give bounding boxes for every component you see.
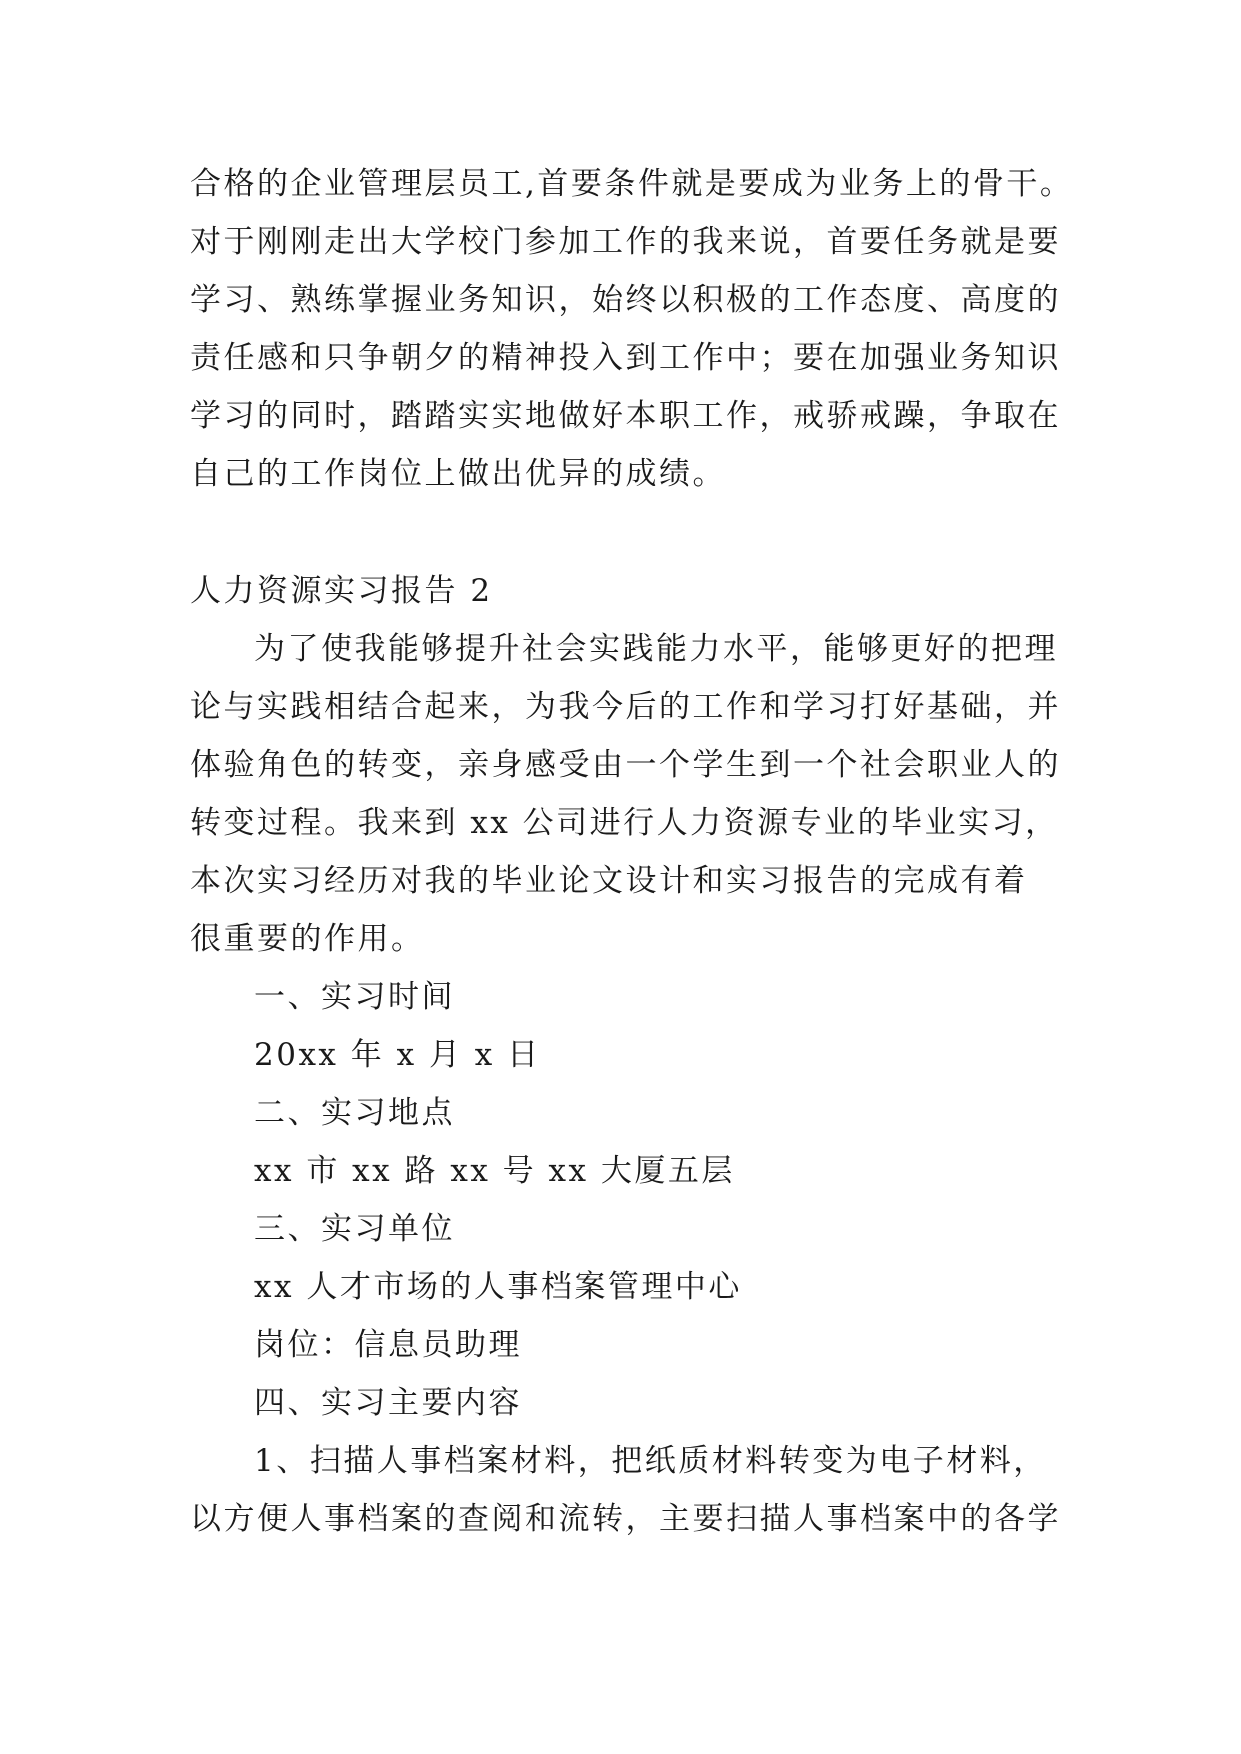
intro-line: 转变过程。我来到 xx 公司进行人力资源专业的毕业实习， — [190, 805, 1059, 841]
content-line: 以方便人事档案的查阅和流转，主要扫描人事档案中的各学 — [190, 1501, 1061, 1537]
paragraph-continuation — [190, 155, 1090, 503]
heading-internship-content: 四、实习主要内容 — [254, 1385, 522, 1421]
text-line: 自己的工作岗位上做出优异的成绩。 — [190, 456, 726, 492]
internship-position-value: 岗位：信息员助理 — [254, 1327, 522, 1363]
text-line: 责任感和只争朝夕的精神投入到工作中；要在加强业务知识 — [190, 340, 1061, 376]
intro-line: 论与实践相结合起来，为我今后的工作和学习打好基础，并 — [190, 689, 1061, 725]
text-line: 学习的同时，踏踏实实地做好本职工作，戒骄戒躁，争取在 — [190, 398, 1061, 434]
intro-line: 体验角色的转变，亲身感受由一个学生到一个社会职业人的 — [190, 747, 1061, 783]
intro-line: 本次实习经历对我的毕业论文设计和实习报告的完成有着 — [190, 863, 1028, 899]
intro-line: 为了使我能够提升社会实践能力水平，能够更好的把理 — [254, 631, 1058, 667]
text-line: 合格的企业管理层员工,首要条件就是要成为业务上的骨干。 — [190, 166, 1074, 202]
content-line: 1、扫描人事档案材料，把纸质材料转变为电子材料， — [254, 1443, 1047, 1479]
text-line: 对于刚刚走出大学校门参加工作的我来说，首要任务就是要 — [190, 224, 1061, 260]
report-section — [190, 562, 1090, 1548]
internship-unit-value: xx 人才市场的人事档案管理中心 — [254, 1269, 742, 1305]
section-title: 人力资源实习报告 2 — [190, 573, 493, 609]
heading-internship-time: 一、实习时间 — [254, 979, 455, 1015]
internship-place-value: xx 市 xx 路 xx 号 xx 大厦五层 — [254, 1153, 735, 1189]
intro-line: 很重要的作用。 — [190, 921, 425, 957]
heading-internship-unit: 三、实习单位 — [254, 1211, 455, 1247]
heading-internship-place: 二、实习地点 — [254, 1095, 455, 1131]
text-line: 学习、熟练掌握业务知识，始终以积极的工作态度、高度的 — [190, 282, 1061, 318]
internship-time-value: 20xx 年 x 月 x 日 — [254, 1037, 541, 1073]
